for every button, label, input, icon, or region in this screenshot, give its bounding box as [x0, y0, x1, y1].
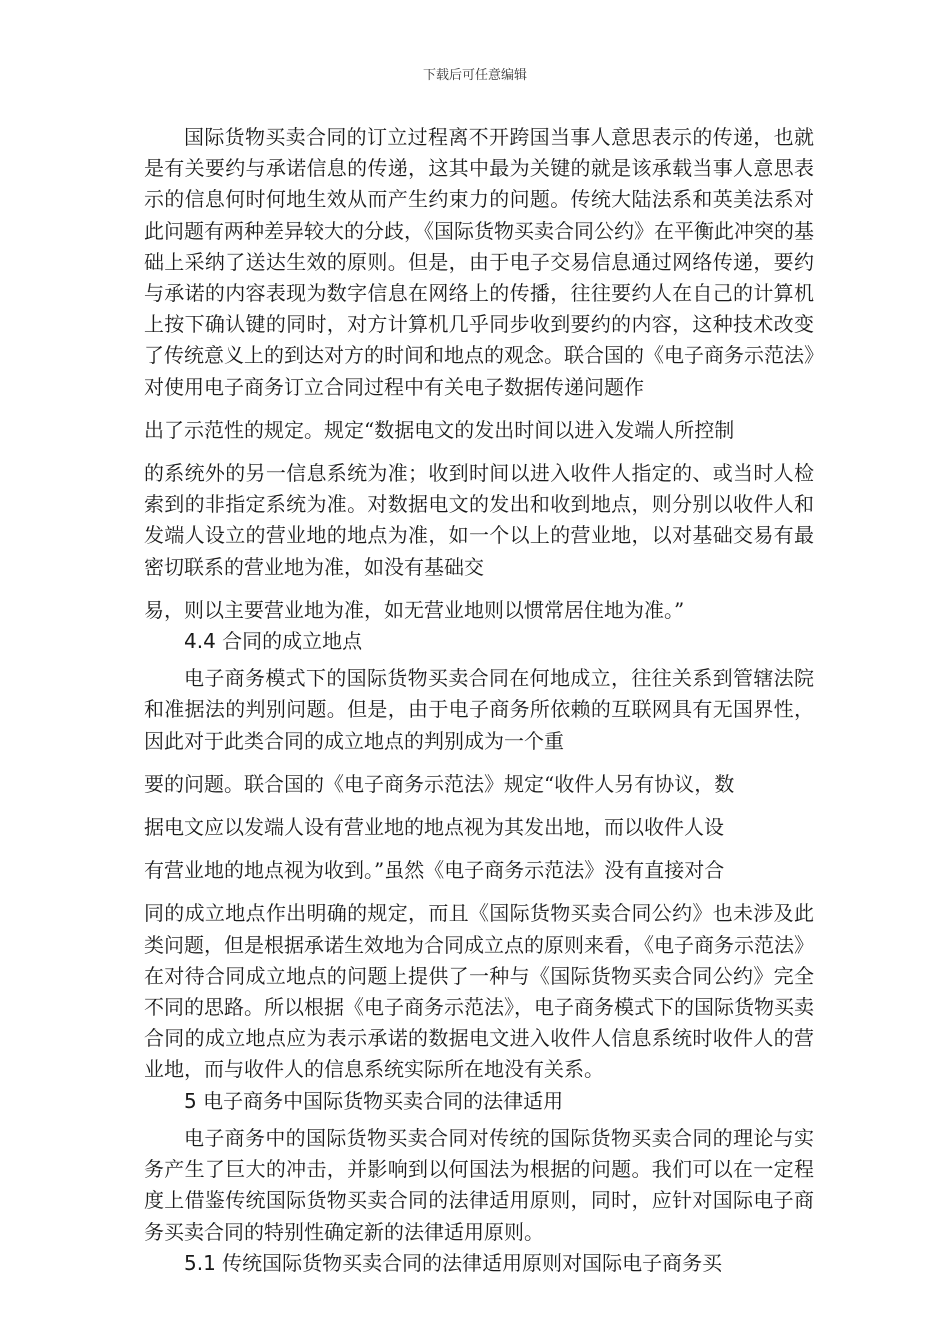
section-heading-5-1 — [144, 1248, 814, 1279]
section-title: 电子商务中国际货物买卖合同的法律适用 — [203, 1088, 564, 1113]
paragraph-place-of-formation-4: 有营业地的地点视为收到。”虽然《电子商务示范法》没有直接对合 — [144, 858, 725, 883]
section-number: 5.1 — [184, 1250, 216, 1275]
paragraph-place-of-formation-2: 要的问题。联合国的《电子商务示范法》规定“收件人另有协议，数 — [144, 771, 735, 796]
paragraph-contract-formation: 国际货物买卖合同的订立过程离不开跨国当事人意思表示的传递，也就是有关要约与承诺信息的传递，这其中最为关键的就是该承载当事人意思表示的信息何时何地生效从而产生约束力的问题。传统大陆法系和英美法系对此问题有两种差异较大的分歧，《国际货物买卖合同公约》在平衡此冲突的基础上采纳了送达生效的原则。但是，由于电子交易信息通过网络传递，要约与承诺的内容表现为数字信息在网络上的传播，往往要约人在自己的计算机上按下确认键的同时，对方计算机几乎同步收到要约的内容，这种技术改变了传统意义上的到达对方的时间和地点的观念。联合国的《电子商务示范法》对使用电子商务订立合同过程中有关电子数据传递问题作 — [144, 125, 814, 399]
section-number: 5 — [184, 1088, 197, 1113]
section-heading-5 — [144, 1086, 814, 1117]
section-heading-4-4 — [144, 626, 814, 657]
document-body — [144, 122, 814, 1279]
paragraph-applicable-law: 电子商务中的国际货物买卖合同对传统的国际货物买卖合同的理论与实务产生了巨大的冲击，并影响到以何国法为根据的问题。我们可以在一定程度上借鉴传统国际货物买卖合同的法律适用原则，同时，应针对国际电子商务买卖合同的特别性确定新的法律适用原则。 — [144, 1125, 814, 1244]
page-header: 下载后可任意编辑 — [422, 68, 527, 83]
paragraph-place-of-formation-5: 同的成立地点作出明确的规定，而且《国际货物买卖合同公约》也未涉及此类问题，但是根据承诺生效地为合同成立点的原则来看，《电子商务示范法》在对待合同成立地点的问题上提供了一种与《国际货物买卖合同公约》完全不同的思路。所以根据《电子商务示范法》，电子商务模式下的国际货物买卖合同的成立地点应为表示承诺的数据电文进入收件人信息系统时收件人的营业地，而与收件人的信息系统实际所在地没有关系。 — [144, 901, 814, 1082]
section-title: 传统国际货物买卖合同的法律适用原则对国际电子商务买 — [222, 1250, 723, 1275]
section-number: 4.4 — [184, 629, 216, 654]
paragraph-place-of-formation-3: 据电文应以发端人设有营业地的地点视为其发出地，而以收件人设 — [144, 815, 724, 840]
paragraph-place-of-formation: 电子商务模式下的国际货物买卖合同在何地成立，往往关系到管辖法院和准据法的判别问题。但是，由于电子商务所依赖的互联网具有无国界性，因此对于此类合同的成立地点的判别成为一个重 — [144, 666, 814, 753]
paragraph-model-law-provision-end: 易，则以主要营业地为准，如无营业地则以惯常居住地为准。” — [144, 597, 685, 622]
paragraph-model-law-provision-cont: 的系统外的另一信息系统为准；收到时间以进入收件人指定的、或当时人检索到的非指定系统为准。对数据电文的发出和收到地点，则分别以收件人和发端人设立的营业地的地点为准，如一个以上的营业地，以对基础交易有最密切联系的营业地为准，如没有基础交 — [144, 461, 814, 579]
paragraph-model-law-provision: 出了示范性的规定。规定“数据电文的发出时间以进入发端人所控制 — [144, 417, 735, 442]
section-title: 合同的成立地点 — [222, 629, 363, 654]
